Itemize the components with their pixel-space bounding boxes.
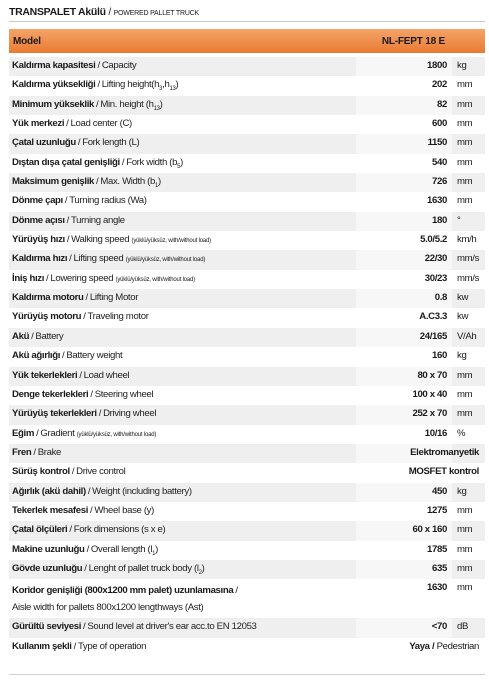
title-subtitle: POWERED PALLET TRUCK: [113, 10, 200, 17]
label-turkish: Yük tekerlekleri: [12, 369, 78, 381]
spec-value: 30/23: [424, 272, 447, 284]
spec-row: [9, 250, 485, 269]
label-turkish: Akü: [12, 330, 30, 342]
spec-row: [9, 96, 485, 115]
label-english: Weight (including battery): [92, 485, 192, 497]
label-turkish: Kaldırma motoru: [12, 292, 84, 304]
spec-row: [9, 367, 485, 386]
spec-label: [12, 524, 165, 535]
spec-row: [9, 192, 485, 211]
label-separator: /: [66, 234, 70, 246]
label-english: Brake: [37, 446, 62, 458]
label-english: Drive control: [76, 466, 126, 478]
spec-unit: %: [457, 427, 466, 439]
table-header: [9, 29, 485, 53]
label-english: ): [180, 156, 183, 168]
spec-label: [12, 350, 122, 361]
label-turkish: Kaldırma yüksekliği: [12, 79, 96, 91]
label-turkish: Eğim: [12, 427, 35, 439]
spec-value: 202: [432, 79, 447, 91]
label-separator: /: [84, 562, 87, 574]
label-separator: /: [86, 543, 89, 555]
spec-row: [9, 134, 485, 153]
spec-value: 82: [437, 98, 447, 110]
spec-row: [9, 386, 485, 405]
label-english: ): [157, 176, 161, 188]
spec-row: [9, 289, 485, 308]
label-turkish: Dönme çapı: [12, 195, 63, 207]
spec-unit: mm/s: [457, 253, 480, 265]
label-turkish: Dıştan dışa çatal genişliği: [12, 156, 120, 168]
label-separator: /: [66, 118, 69, 130]
spec-label: [12, 486, 192, 497]
label-english: Gradient: [40, 427, 75, 439]
spec-label: [12, 621, 257, 632]
label-separator: /: [73, 640, 76, 652]
label-separator: /: [77, 137, 81, 149]
label-separator: /: [33, 446, 36, 458]
spec-value: 252 x 70: [412, 408, 447, 420]
spec-value: 10/16: [424, 427, 447, 439]
label-separator: /: [98, 408, 102, 420]
label-separator: /: [96, 176, 99, 188]
spec-unit: kw: [457, 311, 469, 323]
label-subscript: 13: [153, 105, 160, 112]
document-title: [9, 6, 199, 18]
spec-value: <70: [431, 621, 447, 633]
label-separator: /: [69, 253, 72, 265]
spec-unit: mm: [457, 98, 473, 110]
spec-label: [12, 505, 154, 516]
header-model: NL-FEPT 18 E: [381, 35, 445, 47]
label-english: Lifting height(h: [101, 79, 160, 91]
spec-row: [9, 308, 485, 327]
spec-row: [9, 483, 485, 502]
spec-row: [9, 57, 485, 76]
spec-row: [9, 76, 485, 95]
spec-row: [9, 521, 485, 540]
label-turkish: Çatal uzunluğu: [12, 137, 76, 149]
spec-unit: mm: [457, 156, 473, 168]
spec-label: [12, 331, 63, 342]
value-separator: /: [429, 640, 437, 652]
label-english: Wheel base (y): [94, 504, 154, 516]
spec-value: 5.0/5.2: [420, 234, 447, 246]
spec-value: 100 x 40: [412, 388, 447, 400]
label-note: (yüklü/yüksüz, with/without load): [76, 431, 157, 438]
spec-row: [9, 270, 485, 289]
spec-unit: km/h: [457, 234, 477, 246]
label-turkish: Gövde uzunluğu: [12, 562, 83, 574]
spec-label: [12, 466, 125, 477]
spec-value: 1630: [427, 582, 447, 594]
spec-value: 24/165: [419, 330, 447, 342]
spec-unit: mm: [457, 582, 473, 594]
spec-value: 60 x 160: [412, 524, 447, 536]
label-english: Steering wheel: [94, 388, 154, 400]
spec-row: [9, 579, 485, 618]
label-separator: /: [87, 485, 91, 497]
label-separator: /: [69, 524, 72, 536]
label-english: ): [175, 79, 179, 91]
label-turkish: Fren: [12, 446, 32, 458]
spec-value: 726: [432, 176, 447, 188]
spec-label: [12, 311, 149, 322]
label-english: Lifting speed: [73, 253, 124, 265]
spec-label: [12, 137, 139, 148]
label-separator: /: [97, 60, 100, 71]
label-note: (yüklü/yüksüz, with/without load): [115, 276, 195, 283]
spec-value: MOSFET kontrol: [408, 466, 479, 478]
spec-row: [9, 173, 485, 192]
spec-unit: mm: [457, 195, 473, 207]
spec-unit: mm: [457, 504, 473, 516]
spec-unit: mm: [457, 408, 473, 420]
value-rest: Pedestrian: [436, 640, 479, 652]
spec-value: Elektromanyetik: [410, 446, 479, 458]
spec-unit: °: [457, 214, 461, 226]
header-label: Model: [13, 35, 41, 47]
title-separator: /: [105, 6, 114, 18]
spec-unit: mm: [457, 79, 473, 91]
spec-label: [12, 273, 195, 284]
label-english: Lowering speed: [50, 272, 114, 284]
spec-value: 540: [432, 156, 447, 168]
spec-unit: kg: [457, 60, 467, 71]
label-note: (yüklü/yüksüz, with/without load): [125, 257, 206, 264]
spec-row: [9, 231, 485, 250]
label-english: ): [201, 562, 205, 574]
spec-row: [9, 502, 485, 521]
label-separator: /: [235, 585, 238, 597]
label-separator: /: [71, 466, 75, 478]
spec-label: [12, 582, 240, 616]
spec-label: [12, 118, 132, 129]
label-separator: /: [121, 156, 125, 168]
spec-row: [9, 115, 485, 134]
spec-label: [12, 79, 178, 92]
label-english: Fork width (b: [126, 156, 178, 168]
spec-value: 1150: [427, 137, 447, 149]
label-turkish: İniş hızı: [12, 272, 45, 284]
label-turkish: Maksimum genişlik: [12, 176, 95, 188]
spec-label: [12, 563, 204, 576]
spec-row: [9, 347, 485, 366]
label-turkish: Dönme açısı: [12, 214, 65, 226]
label-english-line2: Aisle width for pallets 800x1200 lengthways (Ast): [12, 602, 204, 614]
label-english: Capacity: [101, 60, 137, 71]
spec-value: 1800: [427, 60, 447, 71]
spec-value: 0.8: [434, 292, 447, 304]
spec-label: [12, 234, 211, 245]
spec-value: 22/30: [424, 253, 447, 265]
spec-unit: mm: [457, 137, 473, 149]
label-note: (yüklü/yüksüz, with/without load): [131, 238, 211, 245]
label-separator: /: [83, 311, 86, 323]
spec-label: [12, 370, 129, 381]
label-separator: /: [96, 98, 99, 110]
spec-row: [9, 444, 485, 463]
label-turkish: Ağırlık (akü dahil): [12, 485, 86, 497]
spec-label: [12, 176, 161, 189]
label-english: Lenght of pallet truck body (l: [88, 562, 199, 574]
spec-label: [12, 157, 183, 170]
label-separator: /: [46, 272, 49, 284]
spec-label: [12, 195, 147, 206]
spec-row: [9, 638, 485, 657]
spec-value: [409, 641, 479, 652]
spec-unit: dB: [457, 621, 469, 633]
spec-value: 160: [432, 350, 447, 362]
label-english: Fork length (L): [82, 137, 140, 149]
spec-unit: mm/s: [457, 272, 480, 284]
spec-value: 1630: [427, 195, 447, 207]
spec-value: 1785: [427, 543, 447, 555]
spec-label: [12, 428, 156, 439]
spec-label: [12, 389, 153, 400]
spec-label: [12, 60, 136, 71]
label-separator: /: [66, 214, 69, 226]
label-subscript: 3: [159, 86, 163, 93]
label-english: Min. height (h: [100, 98, 154, 110]
label-turkish: Yürüyüş tekerlekleri: [12, 408, 97, 420]
label-turkish: Akü ağırlığı: [12, 350, 61, 362]
spec-unit: kg: [457, 350, 467, 362]
label-subscript: 2: [198, 569, 202, 576]
label-separator: /: [36, 427, 39, 439]
label-english: Overall length (l: [90, 543, 153, 555]
spec-label: [12, 641, 146, 652]
label-turkish: Koridor genişliği (800x1200 mm palet) uzunlamasına: [12, 585, 234, 597]
label-turkish: Sürüş kontrol: [12, 466, 70, 478]
spec-unit: mm: [457, 562, 473, 574]
label-separator: /: [83, 621, 86, 633]
label-english: Sound level at driver's ear acc.to EN 12053: [87, 621, 257, 633]
label-english: Lifting Motor: [89, 292, 139, 304]
label-separator: /: [90, 504, 93, 516]
spec-value: A.C3.3: [419, 311, 447, 323]
spec-label: [12, 292, 138, 303]
spec-unit: mm: [457, 524, 473, 536]
label-english: Load center (C): [70, 118, 132, 130]
label-separator: /: [85, 292, 88, 304]
spec-value: 600: [432, 118, 447, 130]
label-turkish: Denge tekerlekleri: [12, 388, 89, 400]
spec-row: [9, 154, 485, 173]
label-separator: /: [62, 350, 65, 362]
label-turkish: Yürüyüş hızı: [12, 234, 65, 246]
spec-value: 80 x 70: [417, 369, 447, 381]
spec-unit: mm: [457, 388, 473, 400]
label-turkish: Makine uzunluğu: [12, 543, 85, 555]
label-english: Load wheel: [83, 369, 130, 381]
label-english: Fork dimensions (s x e): [73, 524, 166, 536]
label-separator: /: [90, 388, 93, 400]
spec-table: [9, 57, 485, 657]
label-subscript: 5: [177, 163, 181, 170]
label-subscript: 13: [169, 86, 176, 93]
label-turkish: Minimum yükseklik: [12, 98, 95, 110]
label-turkish: Kullanım şekli: [12, 640, 72, 652]
label-english: Traveling motor: [87, 311, 149, 323]
label-separator: /: [64, 195, 68, 207]
bottom-divider: [9, 674, 485, 675]
label-english: ,h: [162, 79, 170, 91]
spec-row: [9, 425, 485, 444]
spec-unit: mm: [457, 543, 473, 555]
label-turkish: Kaldırma kapasitesi: [12, 60, 96, 71]
label-turkish: Tekerlek mesafesi: [12, 504, 89, 516]
spec-value: 450: [432, 485, 447, 497]
spec-row: [9, 212, 485, 231]
label-turkish: Kaldırma hızı: [12, 253, 68, 265]
spec-unit: mm: [457, 176, 473, 188]
spec-row: [9, 541, 485, 560]
spec-label: [12, 408, 156, 419]
spec-label: [12, 447, 61, 458]
label-separator: /: [97, 79, 100, 91]
spec-label: [12, 215, 125, 226]
spec-unit: mm: [457, 369, 473, 381]
label-english: ): [155, 543, 159, 555]
spec-value: 180: [432, 214, 447, 226]
value-bold: Yaya: [409, 640, 430, 652]
label-english: Walking speed: [71, 234, 130, 246]
label-turkish: Yük merkezi: [12, 118, 65, 130]
label-turkish: Yürüyüş motoru: [12, 311, 82, 323]
label-turkish: Gürültü seviyesi: [12, 621, 82, 633]
label-english: Turning radius (Wa): [69, 195, 147, 207]
label-separator: /: [31, 330, 34, 342]
spec-value: 1275: [427, 504, 447, 516]
spec-unit: kw: [457, 292, 469, 304]
spec-row: [9, 405, 485, 424]
label-english: Battery weight: [66, 350, 123, 362]
label-english: Type of operation: [77, 640, 147, 652]
label-subscript: 1: [154, 182, 158, 189]
label-english: Max. Width (b: [100, 176, 155, 188]
label-separator: /: [79, 369, 82, 381]
label-english: Battery: [35, 330, 64, 342]
spec-unit: mm: [457, 118, 473, 130]
spec-row: [9, 618, 485, 637]
label-english: ): [159, 98, 163, 110]
spec-unit: V/Ah: [457, 330, 477, 342]
spec-row: [9, 463, 485, 482]
spec-row: [9, 560, 485, 579]
spec-label: [12, 253, 205, 264]
label-english: Driving wheel: [103, 408, 157, 420]
spec-row: [9, 328, 485, 347]
label-english: Turning angle: [71, 214, 125, 226]
title-bold: TRANSPALET Akülü: [9, 6, 106, 18]
spec-unit: kg: [457, 485, 467, 497]
spec-label: [12, 99, 162, 112]
spec-value: 635: [432, 562, 447, 574]
label-turkish: Çatal ölçüleri: [12, 524, 68, 536]
label-subscript: 1: [152, 550, 156, 557]
top-divider: [9, 21, 485, 22]
spec-label: [12, 544, 158, 557]
